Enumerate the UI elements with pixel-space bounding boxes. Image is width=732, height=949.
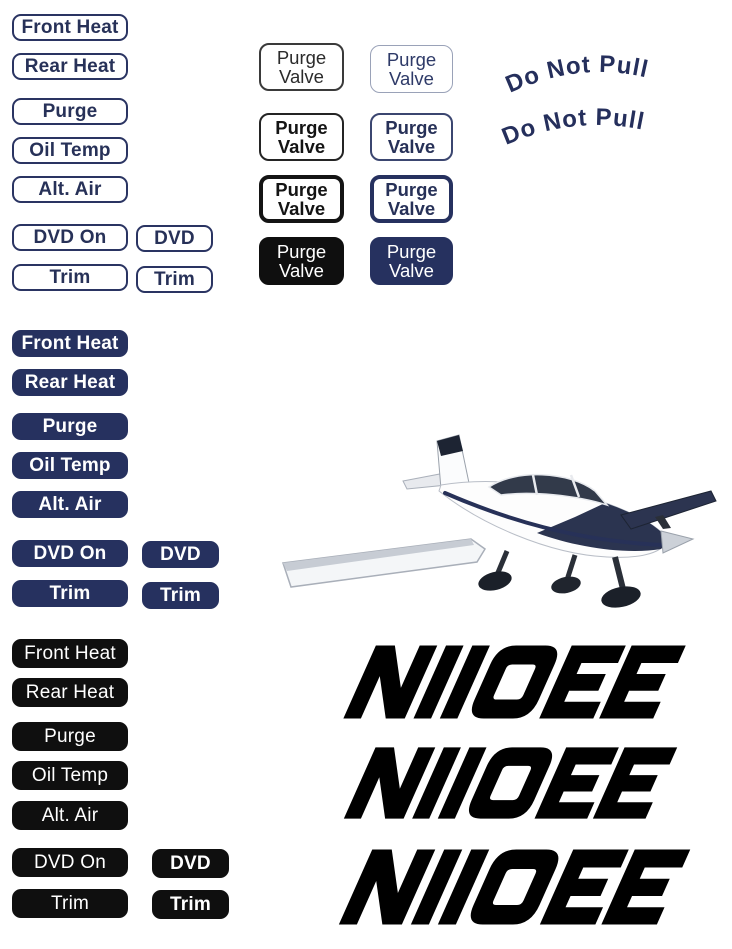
placard-trim: Trim [12, 580, 128, 607]
purge-valve-line1: Purge [276, 46, 327, 68]
registration-logo-outline [322, 644, 706, 720]
airplane-photo [275, 425, 725, 630]
purge-valve-line1: Purge [276, 240, 327, 262]
placard-trim: Trim [12, 264, 128, 291]
registration-logo-navy [318, 746, 702, 820]
placard-rear-heat: Rear Heat [12, 53, 128, 80]
do-not-pull-arc-2 [496, 92, 700, 158]
placard-oil-temp: Oil Temp [12, 761, 128, 790]
placard-rear-heat: Rear Heat [12, 678, 128, 707]
purge-valve-line2: Valve [387, 198, 436, 219]
purge-valve-line2: Valve [279, 66, 324, 87]
purge-valve-line1: Purge [275, 116, 328, 138]
purge-valve-bold-navy [370, 113, 453, 161]
airplane-gear-strut-nose [615, 557, 623, 589]
placard-trim: Trim [152, 890, 229, 919]
purge-valve-line1: Purge [386, 48, 437, 70]
purge-valve-filled-navy [370, 237, 453, 285]
placard-trim: Trim [136, 266, 213, 293]
purge-valve-thin-navy [370, 45, 453, 93]
purge-valve-heavy-navy [370, 175, 453, 223]
purge-valve-line1: Purge [386, 240, 437, 262]
placard-front-heat: Front Heat [12, 14, 128, 41]
placard-trim: Trim [12, 889, 128, 918]
placard-oil-temp: Oil Temp [12, 452, 128, 479]
placard-front-heat: Front Heat [12, 639, 128, 668]
airplane-wheel-pant-mid [550, 574, 583, 596]
placard-dvd: DVD [152, 849, 229, 878]
placard-dvd-on: DVD On [12, 848, 128, 877]
purge-valve-line1: Purge [385, 116, 438, 138]
placard-dvd: DVD [142, 541, 219, 568]
placard-front-heat: Front Heat [12, 330, 128, 357]
placard-dvd-on: DVD On [12, 224, 128, 251]
placard-alt-air: Alt. Air [12, 176, 128, 203]
purge-valve-line2: Valve [387, 136, 436, 157]
placard-purge: Purge [12, 722, 128, 751]
do-not-pull-text: Do Not Pull [501, 50, 652, 99]
purge-valve-line1: Purge [385, 178, 438, 200]
airplane-wheel-pant-nose [599, 583, 642, 611]
do-not-pull-text: Do Not Pull [498, 103, 648, 151]
placard-dvd: DVD [136, 225, 213, 252]
placard-dvd-on: DVD On [12, 540, 128, 567]
purge-valve-line1: Purge [275, 178, 328, 200]
placard-alt-air: Alt. Air [12, 491, 128, 518]
purge-valve-filled-black [259, 237, 344, 285]
placard-rear-heat: Rear Heat [12, 369, 128, 396]
purge-valve-heavy-black [259, 175, 344, 223]
airplane-spinner [661, 531, 693, 553]
purge-valve-line2: Valve [389, 260, 434, 281]
placard-trim: Trim [142, 582, 219, 609]
placard-oil-temp: Oil Temp [12, 137, 128, 164]
svg-text:Do Not Pull [498, 104, 647, 151]
purge-valve-line2: Valve [389, 68, 434, 89]
purge-valve-line2: Valve [277, 136, 326, 157]
airplane-gear-strut-mid [567, 555, 575, 580]
purge-valve-thin-black [259, 43, 344, 91]
airplane-wheel-pant-left [476, 568, 513, 594]
placard-purge: Purge [12, 413, 128, 440]
purge-valve-bold-black [259, 113, 344, 161]
placard-purge: Purge [12, 98, 128, 125]
placard-alt-air: Alt. Air [12, 801, 128, 830]
registration-logo-black [318, 848, 710, 926]
purge-valve-line2: Valve [277, 198, 326, 219]
purge-valve-line2: Valve [279, 260, 324, 281]
airplane-right-wing [621, 491, 716, 529]
